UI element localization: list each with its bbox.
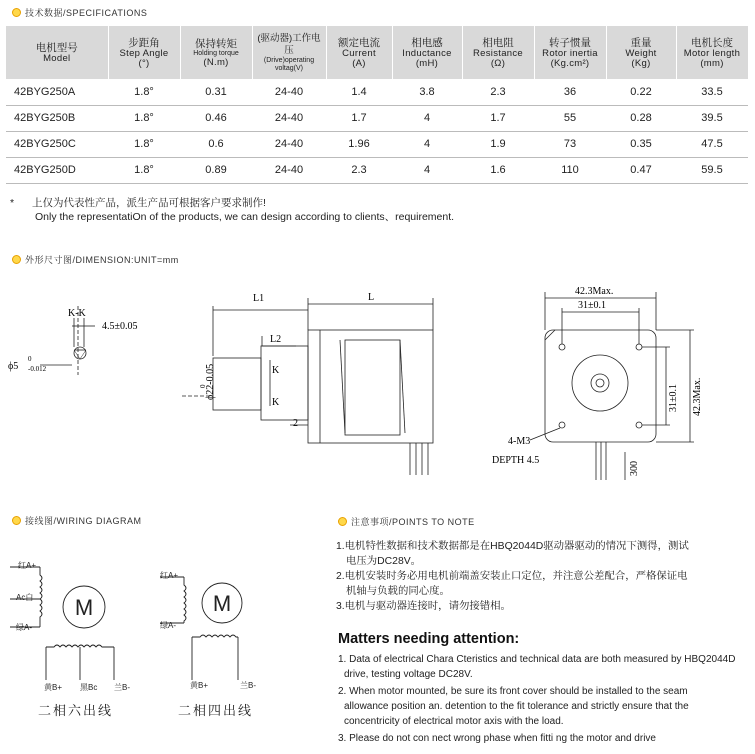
dimension-drawing <box>0 270 755 510</box>
note-zh-2b: 机轴与负载的同心度。 <box>346 586 450 597</box>
dim-thread: 4-M3 <box>508 436 531 447</box>
dim-two: 2 <box>293 418 298 429</box>
wiring-heading: 接线图/WIRING DIAGRAM <box>12 514 142 527</box>
table-cell: 1.8° <box>108 105 180 131</box>
dim-depth: DEPTH 4.5 <box>492 455 540 466</box>
six-label-black: 黑Bc <box>80 683 98 692</box>
dim-max-w: 42.3Max. <box>575 286 614 297</box>
table-cell: 36 <box>534 79 606 105</box>
note-zh-3: 3.电机与驱动器连接时，请勿接错相。 <box>336 601 511 612</box>
table-row <box>6 105 748 131</box>
table-cell: 73 <box>534 131 606 157</box>
six-label-red: 红A+ <box>18 561 37 570</box>
dim-shaft: ϕ22-0.05 <box>205 363 216 400</box>
col-resistance: 相电阻 Resistance (Ω) <box>462 26 534 79</box>
table-cell: 24-40 <box>252 79 326 105</box>
table-cell: 42BYG250A <box>6 79 108 105</box>
dim-shaft-tol: 0 <box>199 384 207 388</box>
kk-tol: 0 <box>28 355 32 363</box>
note-en-2a: 2. When motor mounted, be sure its front cover should be installed to the seam <box>338 686 688 697</box>
table-cell: 33.5 <box>676 79 748 105</box>
table-cell: 1.9 <box>462 131 534 157</box>
dim-hole: 31±0.1 <box>578 300 606 311</box>
col-rotor-inertia: 转子惯量 Rotor inertia (Kg.cm²) <box>534 26 606 79</box>
table-cell: 0.22 <box>606 79 676 105</box>
table-row <box>6 79 748 105</box>
col-motor-length: 电机长度 Motor length (mm) <box>676 26 748 79</box>
table-cell: 1.96 <box>326 131 392 157</box>
table-cell: 1.8° <box>108 79 180 105</box>
note-zh-2a: 2.电机安装时务必用电机前端盖安装止口定位，并注意公差配合，严格保证电 <box>336 571 688 582</box>
table-cell: 4 <box>392 105 462 131</box>
four-label-yellow: 黄B+ <box>190 681 209 690</box>
spec-table <box>6 26 749 184</box>
bullet-icon <box>12 8 21 17</box>
matters-heading: Matters needing attention: <box>338 631 520 647</box>
table-cell: 24-40 <box>252 157 326 183</box>
col-holding-torque: 保持转矩 Holding torque (N.m) <box>180 26 252 79</box>
note-en-2c: concentricity of electrical motor axis with the load. <box>344 716 564 727</box>
table-cell: 3.8 <box>392 79 462 105</box>
four-motor-letter: M <box>212 591 232 616</box>
bullet-icon <box>338 517 347 526</box>
six-caption: 二相六出线 <box>38 703 114 718</box>
six-coil-b <box>46 645 114 647</box>
table-cell: 4 <box>392 131 462 157</box>
notes-heading: 注意事项/POINTS TO NOTE <box>338 515 475 528</box>
four-coil-a <box>184 577 186 623</box>
dim-k-top: K <box>272 365 280 376</box>
kk-tol2: -0.012 <box>28 365 47 373</box>
six-label-white: Ac白 <box>16 593 34 602</box>
table-cell: 55 <box>534 105 606 131</box>
table-cell: 0.28 <box>606 105 676 131</box>
col-model: 电机型号 Model <box>6 26 108 79</box>
table-cell: 2.3 <box>462 79 534 105</box>
table-cell: 47.5 <box>676 131 748 157</box>
dimension-heading: 外形尺寸图/DIMENSION:UNIT=mm <box>12 253 179 266</box>
table-cell: 59.5 <box>676 157 748 183</box>
spec-header-row <box>6 26 748 79</box>
table-row <box>6 131 748 157</box>
six-motor-letter: M <box>74 595 94 620</box>
table-cell: 1.7 <box>462 105 534 131</box>
six-label-green: 绿A- <box>16 623 32 632</box>
table-cell: 2.3 <box>326 157 392 183</box>
table-cell: 4 <box>392 157 462 183</box>
bullet-icon <box>12 255 21 264</box>
table-cell: 1.6 <box>462 157 534 183</box>
col-inductance: 相电感 Inductance (mH) <box>392 26 462 79</box>
table-cell: 42BYG250C <box>6 131 108 157</box>
note-en-3: 3. Please do not con nect wrong phase when fitti ng the motor and drive <box>338 733 656 744</box>
note-en-1b: drive, testing voltage DC28V. <box>344 669 473 680</box>
kk-dim: 4.5±0.05 <box>102 321 138 332</box>
table-cell: 1.7 <box>326 105 392 131</box>
four-label-blue: 兰B- <box>240 681 256 690</box>
bullet-icon <box>12 516 21 525</box>
side-view <box>182 298 433 475</box>
four-caption: 二相四出线 <box>178 703 254 718</box>
dim-side-hole: 31±0.1 <box>668 384 679 412</box>
col-voltage: (驱动器)工作电压 (Drive)operating voltag(V) <box>252 26 326 79</box>
spec-note-zh: * 上仅为代表性产品，派生产品可根据客户要求制作! <box>10 197 266 209</box>
table-cell: 0.47 <box>606 157 676 183</box>
six-label-yellow: 黄B+ <box>44 683 63 692</box>
table-cell: 24-40 <box>252 105 326 131</box>
note-en-2b: allowance position an. detention to the fit tolerance and strictly ensure that the <box>344 701 689 712</box>
note-en-1a: 1. Data of electrical Chara Cteristics and technical data are both measured by HBQ2044D <box>338 654 736 665</box>
table-row <box>6 157 748 183</box>
table-cell: 39.5 <box>676 105 748 131</box>
note-zh-1a: 1.电机特性数据和技术数据都是在HBQ2044D驱动器驱动的情况下测得，测试 <box>336 541 689 552</box>
col-step-angle: 步距角 Step Angle (°) <box>108 26 180 79</box>
table-cell: 1.8° <box>108 131 180 157</box>
table-cell: 0.6 <box>180 131 252 157</box>
four-label-green: 绿A- <box>160 621 176 630</box>
table-cell: 0.46 <box>180 105 252 131</box>
table-cell: 24-40 <box>252 131 326 157</box>
six-coil-a <box>40 567 42 627</box>
table-cell: 42BYG250B <box>6 105 108 131</box>
dim-side-max: 42.3Max. <box>692 377 703 416</box>
spec-heading: 技术数据/SPECIFICATIONS <box>12 6 147 19</box>
dim-lead: 300 <box>629 461 640 476</box>
col-weight: 重量 Weight (Kg) <box>606 26 676 79</box>
dim-k-bottom: K <box>272 397 280 408</box>
six-label-blue: 兰B- <box>114 683 130 692</box>
dim-l2: L2 <box>270 334 282 345</box>
table-cell: 1.8° <box>108 157 180 183</box>
table-cell: 110 <box>534 157 606 183</box>
table-cell: 0.35 <box>606 131 676 157</box>
four-label-red: 红A+ <box>160 571 179 580</box>
dim-l1: L1 <box>253 293 265 304</box>
dim-l: L <box>368 292 375 303</box>
table-cell: 1.4 <box>326 79 392 105</box>
kk-label: K-K <box>68 308 86 319</box>
col-current: 额定电流 Current (A) <box>326 26 392 79</box>
note-zh-1b: 电压为DC28V。 <box>346 556 422 567</box>
kk-dia: ϕ5 <box>8 361 19 372</box>
table-cell: 0.89 <box>180 157 252 183</box>
table-cell: 42BYG250D <box>6 157 108 183</box>
table-cell: 0.31 <box>180 79 252 105</box>
spec-note-en: Only the representatiOn of the products, we can design according to clients、requirement. <box>35 211 455 223</box>
four-coil-b <box>192 635 238 637</box>
